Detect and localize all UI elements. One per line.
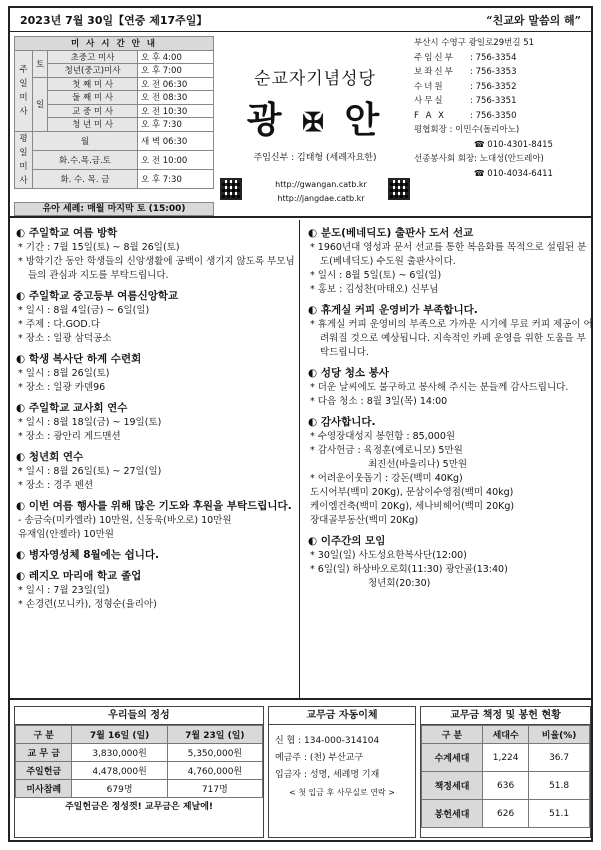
finance-table — [15, 725, 263, 798]
notice-item: * 휴게실 커피 운영비의 부족으로 가까운 시기에 무료 커피 제공이 어려워질 것으로 예상됩니다. 지속적인 카페 운영을 위한 도움을 부탁드립니다. — [308, 318, 593, 360]
social-president: 선종봉사회 회장: 노대성(안드레아) — [414, 154, 544, 164]
notice-item: * 일시 : 8월 18일(금) ~ 19일(토) — [16, 416, 299, 430]
sunday-label: 일 — [33, 77, 48, 131]
notice-item: * 30일(일) 사도성요한복사단(12:00) — [308, 549, 593, 563]
website-link[interactable]: http://jangdae.catb.kr — [277, 194, 365, 203]
notice-title: ◐ 주일학교 중고등부 여름신앙학교 — [16, 289, 299, 304]
council-phone: ☎ 010-4301-8415 — [474, 139, 553, 150]
notice-item: 최진선(바울리나) 5만원 — [368, 459, 468, 470]
website-link[interactable]: http://gwangan.catb.kr — [275, 180, 367, 189]
row-label: 봉헌세대 — [422, 800, 483, 828]
contact-label: F A X — [414, 110, 446, 121]
contact-info — [414, 36, 592, 181]
table-row — [422, 744, 590, 772]
finance-title: 우리들의 정성 — [15, 707, 263, 725]
mass-time: 오 전 10:30 — [137, 104, 213, 118]
notice-title: ◐ 감사합니다. — [308, 415, 593, 430]
notice-item: * 주제 : 다.GOD.다 — [16, 318, 299, 332]
infant-baptism-note: 유아 세례: 매월 마지막 토 (15:00) — [14, 202, 214, 216]
table-header: 7월 23일 (일) — [167, 726, 262, 744]
row-label: 주일헌금 — [16, 762, 72, 780]
contact-note: < 첫 입금 후 사무실로 연락 > — [289, 788, 395, 797]
pastor-name: 주임신부 : 김태형 (세례자요한) — [253, 153, 377, 163]
bottom-panel — [10, 698, 591, 842]
notice-title: ◐ 분도(베네딕도) 출판사 도서 선교 — [308, 226, 593, 241]
finance-box — [14, 706, 264, 838]
table-header: 구 분 — [422, 726, 483, 744]
table-header: 세대수 — [483, 726, 529, 744]
parish-name: 순교자기념성당 — [254, 69, 376, 89]
table-cell: 51.1 — [529, 800, 590, 828]
table-cell: 36.7 — [529, 744, 590, 772]
header — [10, 32, 591, 218]
year-motto: “친교와 말씀의 해” — [486, 13, 581, 27]
thanks-section — [308, 415, 593, 528]
notice-item: * 일시 : 8월 5일(토) ~ 6일(일) — [308, 269, 593, 283]
notice-title: ◐ 청년회 연수 — [16, 450, 299, 465]
mass-name: 첫 째 미 사 — [48, 77, 138, 91]
table-row — [422, 800, 590, 828]
saturday-label: 토 — [33, 50, 48, 77]
table-cell: 626 — [483, 800, 529, 828]
notice-title: ◐ 주일학교 교사회 연수 — [16, 401, 299, 416]
autopay-box — [268, 706, 416, 838]
table-row — [16, 780, 263, 798]
account-holder: 예금주 : (천) 부산교구 — [275, 753, 364, 763]
mass-name: 월 — [33, 131, 138, 150]
table-cell: 636 — [483, 772, 529, 800]
notice-section — [16, 352, 299, 395]
autopay-title: 교무금 자동이체 — [269, 707, 415, 725]
parish-title-block — [220, 32, 410, 218]
notice-section — [16, 569, 299, 612]
notice-section — [308, 303, 593, 360]
table-cell: 4,760,000원 — [167, 762, 262, 780]
table-row — [422, 772, 590, 800]
table-cell: 1,224 — [483, 744, 529, 772]
mass-time: 오 전 10:00 — [137, 150, 213, 169]
mass-name: 초중고 미사 — [48, 50, 138, 64]
mass-schedule-header: 미 사 시 간 안 내 — [15, 37, 214, 51]
notice-item: 도시어부(백미 20Kg), 문삼이수영점(백미 40kg) — [310, 487, 514, 498]
notice-item: * 1960년대 영성과 문서 선교를 통한 복음화를 목적으로 설립된 분도(베네딕도) 수도원 출판사이다. — [308, 241, 593, 269]
notice-item: * 수영장대성지 봉헌함 : 85,000원 — [308, 430, 593, 444]
mass-time: 새 벽 06:30 — [137, 131, 213, 150]
notice-item: * 어려운이웃돕기 : 강돈(백미 40Kg) — [308, 472, 593, 486]
notice-item: 유재임(안젤라) 10만원 — [18, 529, 114, 540]
notice-item: * 장소 : 광안리 게드맨션 — [16, 430, 299, 444]
contact-number: : 756-3353 — [470, 67, 517, 77]
mass-name: 둘 째 미 사 — [48, 91, 138, 105]
contact-number: : 756-3351 — [470, 96, 517, 106]
contact-label: 수녀원 — [414, 81, 445, 92]
notice-item: * 일시 : 8월 26일(토) — [16, 367, 299, 381]
notice-title: ◐ 주일학교 여름 방학 — [16, 226, 299, 241]
issue-date: 2023년 7월 30일【연중 제17주일】 — [20, 13, 208, 27]
notice-item: * 장소 : 경주 펜션 — [16, 479, 299, 493]
row-label: 수계세대 — [422, 744, 483, 772]
title-left: 광 — [246, 99, 286, 141]
meetings-section — [308, 534, 593, 591]
pledge-title: 교무금 책정 및 봉헌 현황 — [421, 707, 590, 725]
notice-item: * 다음 청소 : 8월 3일(목) 14:00 — [308, 395, 593, 409]
notice-item: * 기간 : 7월 15일(토) ~ 8월 26일(토) — [16, 241, 299, 255]
address: 부산시 수영구 광일로29번길 51 — [414, 38, 535, 48]
table-cell: 4,478,000원 — [72, 762, 167, 780]
table-row — [16, 744, 263, 762]
notice-section — [16, 401, 299, 444]
notice-section — [308, 226, 593, 297]
sunday-mass-label: 주일미사 — [15, 50, 33, 131]
depositor-note: 입금자 : 성명, 세례명 기재 — [275, 770, 380, 780]
newsletter-title — [220, 92, 410, 143]
qr-code-icon[interactable] — [388, 178, 410, 200]
contact-number: : 756-3352 — [470, 81, 517, 92]
pledge-box — [420, 706, 591, 838]
mass-name: 교 중 미 사 — [48, 104, 138, 118]
notice-item: * 일시 : 7월 23일(일) — [16, 584, 299, 598]
mass-schedule-table — [14, 36, 214, 189]
mass-time: 오 전 08:30 — [137, 91, 213, 105]
pledge-table — [421, 725, 590, 828]
mass-time: 오 후 7:30 — [137, 118, 213, 132]
notice-title: ◐ 성당 청소 봉사 — [308, 366, 593, 381]
finance-note: 주일헌금은 정성껏! 교무금은 제날에! — [64, 802, 214, 812]
contact-number: : 756-3350 — [470, 110, 517, 121]
mass-name: 청년(중고)미사 — [48, 64, 138, 78]
mass-time: 오 후 4:00 — [137, 50, 213, 64]
notice-item: * 6일(일) 하상바오로회(11:30) 광안골(13:40) — [308, 563, 593, 577]
notice-title: ◐ 병자영성체 8월에는 쉽니다. — [16, 548, 299, 563]
left-column — [10, 220, 300, 698]
table-cell: 51.8 — [529, 772, 590, 800]
table-row — [16, 762, 263, 780]
mass-time: 오 후 7:00 — [137, 64, 213, 78]
notice-item: 장대골부동산(백미 20Kg) — [310, 515, 419, 526]
title-right: 안 — [344, 99, 384, 141]
row-label: 교 무 금 — [16, 744, 72, 762]
mass-name: 화. 수. 목. 금 — [33, 169, 138, 188]
contact-label: 주임신부 — [414, 52, 455, 63]
notice-item: * 장소 : 일광 카덴96 — [16, 381, 299, 395]
notice-section — [308, 366, 593, 409]
table-header: 7월 16일 (일) — [72, 726, 167, 744]
notice-section — [16, 226, 299, 283]
social-phone: ☎ 010-4034-6411 — [474, 168, 553, 179]
table-cell: 679명 — [72, 780, 167, 798]
weekday-mass-label: 평일미사 — [15, 131, 33, 188]
mass-time: 오 후 7:30 — [137, 169, 213, 188]
notice-item: * 더운 날씨에도 불구하고 봉사해 주시는 분들께 감사드립니다. — [308, 381, 593, 395]
contact-label: 사무실 — [414, 96, 445, 106]
bank-account: 신 협 : 134-000-314104 — [275, 736, 380, 746]
notice-item: 케이엠건축(백미 20Kg), 세나비헤어(백미 20Kg) — [310, 501, 515, 512]
cross-icon: ✠ — [302, 108, 328, 138]
notice-section — [16, 548, 299, 563]
row-label: 미사참례 — [16, 780, 72, 798]
notice-section — [16, 289, 299, 346]
notice-item: * 감사헌금 : 육정훈(예로니모) 5만원 — [308, 444, 593, 458]
donation-section — [16, 499, 299, 542]
notice-item: - 송금숙(미카엘라) 10만원, 신동욱(바오로) 10만원 — [16, 514, 299, 528]
notice-item: * 일시 : 8월 26일(토) ~ 27일(일) — [16, 465, 299, 479]
notice-item: * 장소 : 일광 삼덕공소 — [16, 332, 299, 346]
qr-code-icon[interactable] — [220, 178, 242, 200]
top-bar — [10, 8, 591, 32]
table-header: 비율(%) — [529, 726, 590, 744]
table-cell: 3,830,000원 — [72, 744, 167, 762]
notice-title: ◐ 레지오 마리애 학교 졸업 — [16, 569, 299, 584]
notice-title: ◐ 이주간의 모임 — [308, 534, 593, 549]
council-president: 평협회장 : 이민수(돌리아노) — [414, 125, 520, 135]
contact-number: : 756-3354 — [470, 52, 517, 63]
table-header: 구 분 — [16, 726, 72, 744]
contact-label: 보좌신부 — [414, 67, 455, 77]
notice-item: * 홍보 : 김성찬(마태오) 신부님 — [308, 283, 593, 297]
notice-item: * 방학기간 동안 학생들의 신앙생활에 공백이 생기지 않도록 부모님들의 관심과 지도를 부탁드립니다. — [16, 255, 299, 283]
table-cell: 5,350,000원 — [167, 744, 262, 762]
mass-name: 화.수.목.금.토 — [33, 150, 138, 169]
notice-title: ◐ 휴게실 커피 운영비가 부족합니다. — [308, 303, 593, 318]
notice-item: * 손경련(모니카), 정형순(율리아) — [16, 598, 299, 612]
notice-item: * 일시 : 8월 4일(금) ~ 6일(일) — [16, 304, 299, 318]
mass-time: 오 전 06:30 — [137, 77, 213, 91]
right-column — [302, 220, 593, 698]
row-label: 책정세대 — [422, 772, 483, 800]
bulletin-frame — [8, 6, 593, 842]
mass-name: 청 년 미 사 — [48, 118, 138, 132]
notice-title: ◐ 학생 복사단 하계 수련회 — [16, 352, 299, 367]
table-cell: 717명 — [167, 780, 262, 798]
notice-item: 청년회(20:30) — [368, 578, 431, 589]
notice-section — [16, 450, 299, 493]
notice-title: ◐ 이번 여름 행사를 위해 많은 기도와 후원을 부탁드립니다. — [16, 499, 299, 514]
